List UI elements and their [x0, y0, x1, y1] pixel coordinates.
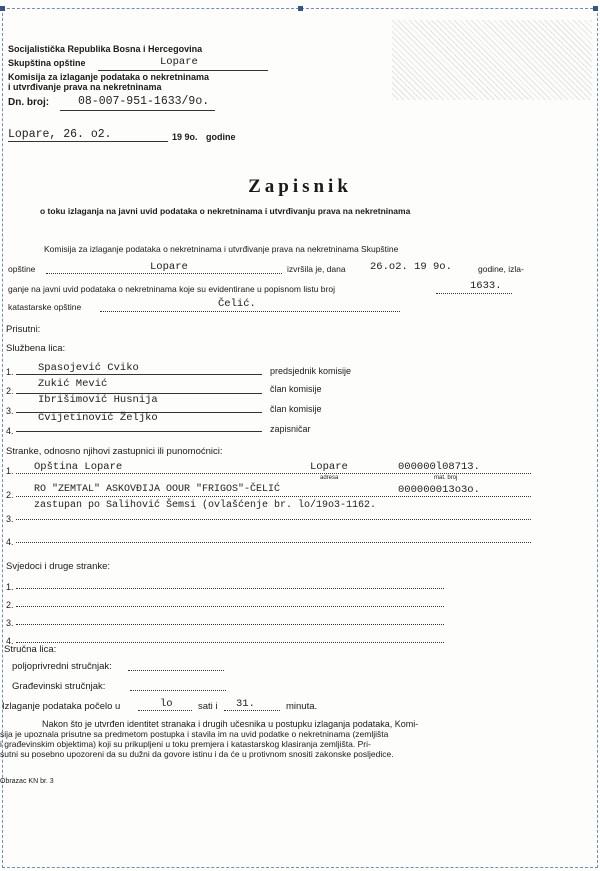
izlaganje-text3: minuta. [286, 701, 318, 712]
intro-opstine: opštine [8, 264, 36, 274]
year-value: 19 9o. [172, 132, 198, 142]
official-role: zapisničar [270, 424, 311, 434]
official-name: Cvijetinović Željko [38, 412, 158, 424]
intro-godine: godine, izla- [478, 264, 524, 274]
sluzbena-label: Službena lica: [6, 343, 66, 354]
official-name: Ibrišimović Husnija [38, 394, 158, 406]
strucna-label: Stručna lica: [4, 644, 57, 655]
poljo-label: poljoprivredni stručnjak: [12, 661, 112, 672]
scan-noise [392, 20, 592, 100]
dn-label: Dn. broj: [8, 97, 50, 108]
intro-date: 26.o2. 19 9o. [370, 261, 452, 273]
commission-line2: i utvrđivanje prava na nekretninama [8, 82, 162, 92]
intro-izvrsila: izvršila je, dana [287, 264, 346, 274]
official-name: Zukić Mević [38, 378, 108, 390]
svjedoci-label: Svjedoci i druge stranke: [6, 561, 111, 572]
mat-caption: mat. broj [434, 475, 458, 481]
body-line3: i građevinskim objektima) koji su prikupljeni u toku premjera i katastarskog klasiranja zemljišta. Pri- [0, 739, 371, 749]
resize-handle[interactable] [0, 6, 5, 11]
izlaganje-minute: 31. [236, 698, 255, 710]
form-number: Obrazac KN br. 3 [0, 778, 54, 785]
republic-name: Socijalistička Republika Bosna i Hercegovina [8, 44, 203, 54]
body-line1: Nakon što je utvrđen identitet stranaka i drugih učesnika u postupku izlaganja podataka, Komi- [42, 719, 419, 729]
resize-handle[interactable] [593, 6, 598, 11]
official-role: član komisije [270, 404, 322, 414]
intro-ko-value: Čelić. [218, 298, 256, 310]
dn-value: 08-007-951-1633/9o. [78, 95, 210, 108]
commission-line1: Komisija za izlaganje podataka o nekretninama [8, 72, 210, 82]
official-role: predsjednik komisije [270, 366, 352, 376]
party-name: zastupan po Salihović Šemsi (ovlašćenje br. lo/19o3-1162. [34, 500, 377, 511]
official-role: član komisije [270, 384, 322, 394]
document-page: Socijalistička Republika Bosna i Hercegovina Skupština opštine Lopare Komisija za izlaganje podataka o nekretninama i utvrđivanje prava na nekretninama Dn. broj: 08-007-951-1633/9o. Lopare, 26. o2. 19 9o. godine Zapisnik o toku izlaganja na javni uvid podataka o nekretninama i utvrđivanju prava na nekretninama Komisija za izlaganje podataka o nekretninama i utvrđivanje prava na nekretninama Skupštine opštine Lopare izvršila je, dana 26.o2. 19 9o. godine, izla- ganje na javni uvid podataka o nekretninama koje su evidentirane u popisnom listu broj 1633. katastarske opštine Čelić. Prisutni: Službena lica: 1. Spasojević Cviko predsjednik komisije 2. Zukić Mević član komisije 3. Ibrišimović Husnija član komisije 4. Cvijetinović Željko zapisničar Stranke, odnosno njihovi zastupnici ili punomoćnici: 1. Opština Lopare Lopare 000000l08713. adresa mat. broj 2. RO "ZEMTAL" ASKOVĐIJA OOUR "FRIGOS"-ČELIĆ 000000013o3o. 3. zastupan po Salihović Šemsi (ovlašćenje br. lo/19o3-1162. 4. Svjedoci i druge stranke: 1. 2. 3. 4. Stručna lica: poljoprivredni stručnjak: Građevinski stručnjak: Izlaganje podataka počelo u lo sati i 31. minuta. Nakon što je utvrđen identitet stranaka i drugih učesnika u postupku izlaganja podataka, Komi- sija je upoznala prisutne sa predmetom postupka i stavila im na uvid podatke o nekretninama (zemljišta i građevinskim objektima) koji su prikupljeni u toku premjera i katastarskog klasiranja zemljišta. Pri- sutni su posebno upozoreni da su dužni da govore istinu i da će u protivnom snositi zakonske posljedice. Obrazac KN br. 3 [0, 0, 600, 871]
intro-opstine-value: Lopare [150, 261, 188, 273]
official-name: Spasojević Cviko [38, 362, 139, 374]
intro-list-no: 1633. [470, 280, 502, 292]
assembly-label: Skupština opštine [8, 58, 86, 68]
izlaganje-text1: Izlaganje podataka počelo u [2, 701, 121, 712]
izlaganje-text2: sati i [198, 701, 218, 712]
gradj-label: Građevinski stručnjak: [12, 681, 106, 692]
body-line2: sija je upoznala prisutne sa predmetom postupka i stavila im na uvid podatke o nekretninama (zemljišta [0, 729, 389, 739]
document-subtitle: o toku izlaganja na javni uvid podataka o nekretninama i utvrđivanju prava na nekretninama [40, 206, 411, 216]
body-line4: sutni su posebno upozoreni da su dužni da govore istinu i da će u protivnom snositi zakonske posljedice. [0, 749, 394, 759]
intro-katastarske: katastarske opštine [8, 302, 82, 312]
godine-label: godine [206, 132, 236, 142]
party-name: Opština Lopare [34, 461, 123, 473]
izlaganje-hour: lo [160, 698, 173, 710]
place-date: Lopare, 26. o2. [8, 128, 112, 141]
prisutni-label: Prisutni: [6, 324, 41, 335]
adresa-caption: adresa [320, 475, 339, 481]
stranke-label: Stranke, odnosno njihovi zastupnici ili punomoćnici: [6, 446, 223, 457]
intro-line3: ganje na javni uvid podataka o nekretninama koje su evidentirane u popisnom listu broj [8, 284, 335, 294]
party-address: Lopare [310, 461, 348, 473]
party-mat: 000000013o3o. [398, 484, 480, 496]
assembly-value: Lopare [160, 56, 198, 68]
party-mat: 000000l08713. [398, 461, 480, 473]
resize-handle[interactable] [298, 6, 303, 11]
document-title: Zapisnik [248, 176, 352, 197]
intro-line1: Komisija za izlaganje podataka o nekretninama i utvrđivanje prava na nekretninama Skupštine [44, 244, 399, 254]
party-name: RO "ZEMTAL" ASKOVĐIJA OOUR "FRIGOS"-ČELIĆ [34, 484, 281, 495]
